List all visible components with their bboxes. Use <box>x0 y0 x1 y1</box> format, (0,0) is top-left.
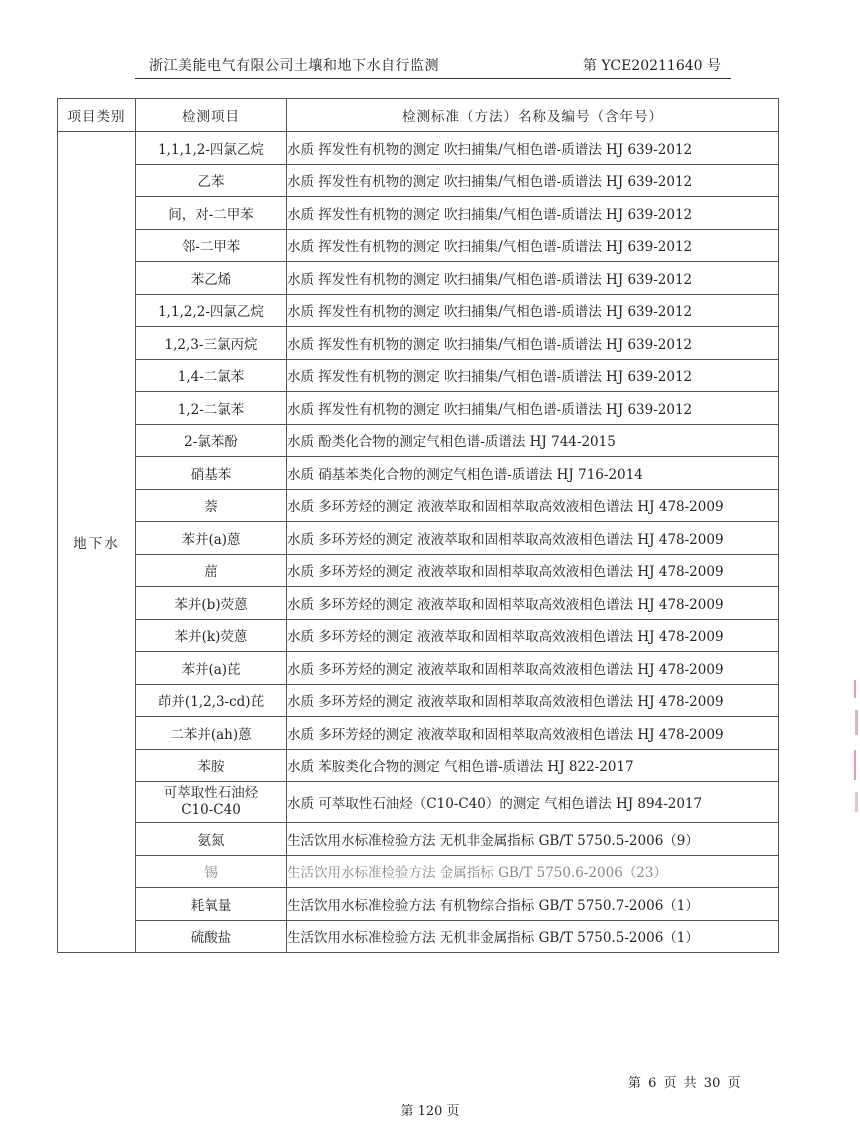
page-number: 第 120 页 <box>400 1104 460 1119</box>
table-row <box>58 197 779 230</box>
table-row <box>58 164 779 197</box>
item-cell: 氨氮 <box>136 823 287 856</box>
table-row <box>58 888 779 921</box>
item-cell: 苯并(a)芘 <box>136 652 287 685</box>
item-cell: 锡 <box>136 855 287 888</box>
header-category: 项目类别 <box>58 99 136 132</box>
table-row <box>58 749 779 782</box>
standard-cell: 水质 多环芳烃的测定 液液萃取和固相萃取高效液相色谱法 HJ 478-2009 <box>287 717 779 750</box>
standard-cell: 水质 多环芳烃的测定 液液萃取和固相萃取高效液相色谱法 HJ 478-2009 <box>287 554 779 587</box>
item-cell: 1,1,2,2-四氯乙烷 <box>136 294 287 327</box>
item-cell: 苯并(b)荧蒽 <box>136 587 287 620</box>
standard-cell: 水质 挥发性有机物的测定 吹扫捕集/气相色谱-质谱法 HJ 639-2012 <box>287 197 779 230</box>
standard-cell: 水质 多环芳烃的测定 液液萃取和固相萃取高效液相色谱法 HJ 478-2009 <box>287 619 779 652</box>
table-row <box>58 132 779 165</box>
table-row <box>58 823 779 856</box>
item-cell: 䓛 <box>136 554 287 587</box>
item-cell: 2-氯苯酚 <box>136 424 287 457</box>
table-row <box>58 489 779 522</box>
table-row <box>58 782 779 823</box>
standard-cell: 水质 多环芳烃的测定 液液萃取和固相萃取高效液相色谱法 HJ 478-2009 <box>287 522 779 555</box>
item-cell: 耗氧量 <box>136 888 287 921</box>
item-cell: 1,1,1,2-四氯乙烷 <box>136 132 287 165</box>
item-cell: 乙苯 <box>136 164 287 197</box>
header-standard: 检测标准（方法）名称及编号（含年号） <box>287 99 779 132</box>
standard-cell: 水质 酚类化合物的测定气相色谱-质谱法 HJ 744-2015 <box>287 424 779 457</box>
standard-cell: 水质 挥发性有机物的测定 吹扫捕集/气相色谱-质谱法 HJ 639-2012 <box>287 327 779 360</box>
standard-cell: 生活饮用水标准检验方法 无机非金属指标 GB/T 5750.5-2006（1） <box>287 920 779 953</box>
standard-cell: 水质 可萃取性石油烃（C10-C40）的测定 气相色谱法 HJ 894-2017 <box>287 782 779 823</box>
standard-cell: 生活饮用水标准检验方法 无机非金属指标 GB/T 5750.5-2006（9） <box>287 823 779 856</box>
standard-cell: 水质 挥发性有机物的测定 吹扫捕集/气相色谱-质谱法 HJ 639-2012 <box>287 392 779 425</box>
item-line: C10-C40 <box>181 802 241 818</box>
item-cell: 苯胺 <box>136 749 287 782</box>
table-row <box>58 587 779 620</box>
page-header <box>135 56 731 79</box>
table-row <box>58 652 779 685</box>
table-row <box>58 294 779 327</box>
item-cell: 苯并(k)荧蒽 <box>136 619 287 652</box>
table-row <box>58 619 779 652</box>
item-cell: 二苯并(ah)蒽 <box>136 717 287 750</box>
item-cell: 间，对-二甲苯 <box>136 197 287 230</box>
item-cell: 1,2-二氯苯 <box>136 392 287 425</box>
table-row <box>58 522 779 555</box>
table-row <box>58 554 779 587</box>
table-row <box>58 229 779 262</box>
table-row <box>58 717 779 750</box>
item-cell: 苯并(a)蒽 <box>136 522 287 555</box>
table-row <box>58 424 779 457</box>
table-row <box>58 392 779 425</box>
table-row <box>58 457 779 490</box>
item-line: 可萃取性石油烃 <box>163 785 259 801</box>
table-row <box>58 327 779 360</box>
standard-cell: 水质 挥发性有机物的测定 吹扫捕集/气相色谱-质谱法 HJ 639-2012 <box>287 359 779 392</box>
table-row <box>58 262 779 295</box>
category-cell: 地下水 <box>58 132 136 953</box>
item-cell: 邻-二甲苯 <box>136 229 287 262</box>
item-cell: 1,2,3-三氯丙烷 <box>136 327 287 360</box>
standard-cell: 水质 硝基苯类化合物的测定气相色谱-质谱法 HJ 716-2014 <box>287 457 779 490</box>
standard-cell: 水质 多环芳烃的测定 液液萃取和固相萃取高效液相色谱法 HJ 478-2009 <box>287 489 779 522</box>
seal-stamp-edge <box>851 680 860 820</box>
report-title: 浙江美能电气有限公司土壤和地下水自行监测 <box>149 58 439 74</box>
standard-cell: 水质 挥发性有机物的测定 吹扫捕集/气相色谱-质谱法 HJ 639-2012 <box>287 229 779 262</box>
header-item: 检测项目 <box>136 99 287 132</box>
methods-table <box>57 98 779 953</box>
item-cell: 硫酸盐 <box>136 920 287 953</box>
standard-cell: 水质 多环芳烃的测定 液液萃取和固相萃取高效液相色谱法 HJ 478-2009 <box>287 652 779 685</box>
report-number: 第 YCE20211640 号 <box>582 58 721 74</box>
standard-cell: 水质 挥发性有机物的测定 吹扫捕集/气相色谱-质谱法 HJ 639-2012 <box>287 262 779 295</box>
table-row <box>58 920 779 953</box>
table-row <box>58 684 779 717</box>
standard-cell: 水质 苯胺类化合物的测定 气相色谱-质谱法 HJ 822-2017 <box>287 749 779 782</box>
standard-cell: 水质 多环芳烃的测定 液液萃取和固相萃取高效液相色谱法 HJ 478-2009 <box>287 587 779 620</box>
item-cell <box>136 782 287 823</box>
table-row <box>58 855 779 888</box>
page-of-total: 第 6 页 共 30 页 <box>628 1076 741 1091</box>
item-cell: 1,4-二氯苯 <box>136 359 287 392</box>
item-cell: 苯乙烯 <box>136 262 287 295</box>
item-cell: 萘 <box>136 489 287 522</box>
standard-cell: 生活饮用水标准检验方法 金属指标 GB/T 5750.6-2006（23） <box>287 855 779 888</box>
standard-cell: 水质 多环芳烃的测定 液液萃取和固相萃取高效液相色谱法 HJ 478-2009 <box>287 684 779 717</box>
item-cell: 茚并(1,2,3-cd)芘 <box>136 684 287 717</box>
standard-cell: 生活饮用水标准检验方法 有机物综合指标 GB/T 5750.7-2006（1） <box>287 888 779 921</box>
item-cell: 硝基苯 <box>136 457 287 490</box>
table-row <box>58 359 779 392</box>
standard-cell: 水质 挥发性有机物的测定 吹扫捕集/气相色谱-质谱法 HJ 639-2012 <box>287 294 779 327</box>
standard-cell: 水质 挥发性有机物的测定 吹扫捕集/气相色谱-质谱法 HJ 639-2012 <box>287 164 779 197</box>
standard-cell: 水质 挥发性有机物的测定 吹扫捕集/气相色谱-质谱法 HJ 639-2012 <box>287 132 779 165</box>
